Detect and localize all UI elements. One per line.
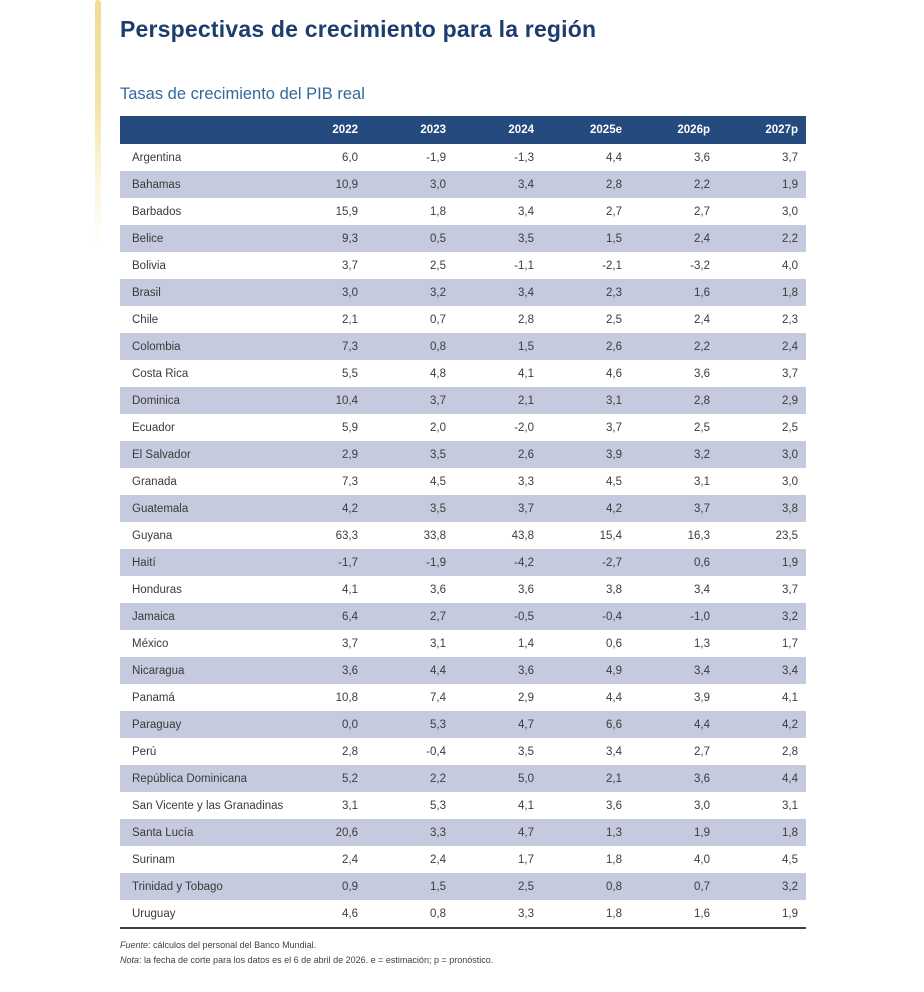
value-cell: 2,2	[782, 232, 798, 245]
table-body	[120, 144, 806, 928]
country-cell: Bahamas	[132, 178, 181, 191]
value-cell: 4,7	[518, 826, 534, 839]
value-cell: 10,8	[335, 691, 358, 704]
value-cell: 0,7	[430, 313, 446, 326]
value-cell: 4,1	[782, 691, 798, 704]
country-cell: Nicaragua	[132, 664, 185, 677]
value-cell: 1,4	[518, 637, 534, 650]
value-cell: 4,1	[518, 799, 534, 812]
gdp-growth-table	[120, 116, 806, 929]
value-cell: 3,7	[430, 394, 446, 407]
value-cell: 3,2	[694, 448, 710, 461]
value-cell: 1,3	[606, 826, 622, 839]
value-cell: 0,8	[430, 340, 446, 353]
value-cell: 1,8	[606, 907, 622, 920]
country-cell: Dominica	[132, 394, 180, 407]
value-cell: 3,0	[430, 178, 446, 191]
value-cell: 3,1	[430, 637, 446, 650]
value-cell: 3,7	[606, 421, 622, 434]
table-row	[120, 441, 806, 468]
table-row	[120, 630, 806, 657]
value-cell: 2,1	[518, 394, 534, 407]
table-row	[120, 738, 806, 765]
value-cell: 3,6	[430, 583, 446, 596]
table-row	[120, 468, 806, 495]
value-cell: 1,5	[518, 340, 534, 353]
value-cell: 3,2	[782, 880, 798, 893]
table-row	[120, 306, 806, 333]
value-cell: 3,0	[782, 475, 798, 488]
value-cell: -0,5	[514, 610, 534, 623]
country-cell: Guatemala	[132, 502, 189, 515]
value-cell: 3,6	[518, 583, 534, 596]
table-row	[120, 711, 806, 738]
value-cell: 5,3	[430, 799, 446, 812]
value-cell: 3,7	[342, 637, 358, 650]
value-cell: 4,5	[606, 475, 622, 488]
value-cell: 20,6	[335, 826, 358, 839]
value-cell: 3,7	[694, 502, 710, 515]
country-cell: Chile	[132, 313, 159, 326]
country-cell: Costa Rica	[132, 367, 189, 380]
value-cell: 1,3	[694, 637, 710, 650]
value-cell: 4,5	[430, 475, 446, 488]
value-cell: 3,4	[518, 286, 534, 299]
table-row	[120, 549, 806, 576]
value-cell: 7,3	[342, 340, 358, 353]
value-cell: 3,2	[430, 286, 446, 299]
country-cell: Panamá	[132, 691, 175, 704]
value-cell: 7,3	[342, 475, 358, 488]
table-header	[120, 116, 806, 144]
value-cell: 3,6	[694, 367, 710, 380]
table-row	[120, 198, 806, 225]
value-cell: 9,3	[342, 232, 358, 245]
value-cell: 3,1	[782, 799, 798, 812]
value-cell: 4,8	[430, 367, 446, 380]
value-cell: 1,8	[606, 853, 622, 866]
value-cell: 4,2	[606, 502, 622, 515]
value-cell: 2,8	[342, 745, 358, 758]
country-cell: Perú	[132, 745, 157, 758]
country-cell: Barbados	[132, 205, 182, 218]
value-cell: 4,0	[694, 853, 710, 866]
value-cell: 4,4	[694, 718, 710, 731]
table-row	[120, 657, 806, 684]
value-cell: 1,7	[782, 637, 798, 650]
value-cell: 2,5	[518, 880, 534, 893]
value-cell: 1,9	[694, 826, 710, 839]
table-row	[120, 765, 806, 792]
value-cell: 5,2	[342, 772, 358, 785]
table-row	[120, 846, 806, 873]
table-row	[120, 279, 806, 306]
value-cell: 3,7	[342, 259, 358, 272]
table-row	[120, 225, 806, 252]
page-title: Perspectivas de crecimiento para la región	[120, 16, 597, 42]
country-cell: Santa Lucía	[132, 826, 194, 839]
country-cell: Ecuador	[132, 421, 175, 434]
table-row	[120, 576, 806, 603]
source-note	[120, 938, 806, 952]
value-cell: -1,0	[690, 610, 710, 623]
value-cell: 1,5	[430, 880, 446, 893]
table-header-row	[120, 116, 806, 144]
value-cell: 4,7	[518, 718, 534, 731]
value-cell: 15,9	[335, 205, 358, 218]
cutoff-note	[120, 953, 806, 967]
value-cell: 2,9	[342, 448, 358, 461]
value-cell: 3,1	[694, 475, 710, 488]
value-cell: 43,8	[511, 529, 534, 542]
left-accent-line	[95, 0, 101, 250]
value-cell: 3,4	[782, 664, 798, 677]
value-cell: 4,1	[518, 367, 534, 380]
value-cell: 2,3	[782, 313, 798, 326]
value-cell: 3,1	[606, 394, 622, 407]
value-cell: 2,7	[694, 205, 710, 218]
value-cell: 3,4	[518, 205, 534, 218]
value-cell: 5,0	[518, 772, 534, 785]
country-cell: República Dominicana	[132, 772, 248, 785]
country-cell: Brasil	[132, 286, 161, 299]
table-row	[120, 522, 806, 549]
value-cell: 2,4	[694, 313, 710, 326]
table-row	[120, 495, 806, 522]
country-cell: México	[132, 637, 169, 650]
value-cell: 2,9	[782, 394, 798, 407]
value-cell: 4,9	[606, 664, 622, 677]
value-cell: 3,0	[694, 799, 710, 812]
value-cell: 3,6	[342, 664, 358, 677]
value-cell: 2,2	[430, 772, 446, 785]
value-cell: 16,3	[687, 529, 710, 542]
value-cell: 2,5	[606, 313, 622, 326]
value-cell: 4,2	[342, 502, 358, 515]
value-cell: -1,3	[514, 151, 534, 164]
value-cell: 63,3	[335, 529, 358, 542]
value-cell: 0,5	[430, 232, 446, 245]
value-cell: 2,6	[606, 340, 622, 353]
value-cell: 2,5	[694, 421, 710, 434]
column-header-country	[120, 116, 278, 144]
value-cell: 10,9	[335, 178, 358, 191]
value-cell: 1,6	[694, 286, 710, 299]
table-row	[120, 387, 806, 414]
table-row	[120, 333, 806, 360]
value-cell: 2,7	[430, 610, 446, 623]
column-header-2023: 2023	[366, 116, 454, 144]
country-cell: Uruguay	[132, 907, 176, 920]
value-cell: 2,1	[342, 313, 358, 326]
value-cell: 4,4	[606, 691, 622, 704]
value-cell: 2,4	[342, 853, 358, 866]
value-cell: 4,5	[782, 853, 798, 866]
country-cell: El Salvador	[132, 448, 191, 461]
column-header-2025e: 2025e	[542, 116, 630, 144]
value-cell: 2,8	[606, 178, 622, 191]
value-cell: -1,7	[338, 556, 358, 569]
value-cell: 4,4	[782, 772, 798, 785]
value-cell: 33,8	[423, 529, 446, 542]
value-cell: -3,2	[690, 259, 710, 272]
table-row	[120, 252, 806, 279]
value-cell: 3,7	[782, 151, 798, 164]
value-cell: 7,4	[430, 691, 446, 704]
value-cell: 1,8	[782, 826, 798, 839]
value-cell: 3,2	[782, 610, 798, 623]
value-cell: 4,4	[606, 151, 622, 164]
value-cell: 3,9	[694, 691, 710, 704]
table-row	[120, 684, 806, 711]
value-cell: 1,5	[606, 232, 622, 245]
table-row	[120, 171, 806, 198]
value-cell: 3,1	[342, 799, 358, 812]
value-cell: 3,5	[430, 448, 446, 461]
column-header-2026p: 2026p	[630, 116, 718, 144]
value-cell: 1,8	[782, 286, 798, 299]
value-cell: 1,9	[782, 556, 798, 569]
table-row	[120, 144, 806, 171]
value-cell: 5,9	[342, 421, 358, 434]
value-cell: 2,4	[694, 232, 710, 245]
country-cell: Jamaica	[132, 610, 175, 623]
value-cell: 3,7	[518, 502, 534, 515]
value-cell: 2,5	[782, 421, 798, 434]
value-cell: 2,3	[606, 286, 622, 299]
country-cell: Argentina	[132, 151, 182, 164]
column-header-2022: 2022	[278, 116, 366, 144]
value-cell: 1,6	[694, 907, 710, 920]
value-cell: 4,6	[342, 907, 358, 920]
value-cell: 3,5	[518, 745, 534, 758]
value-cell: 3,4	[518, 178, 534, 191]
table-caption: Tasas de crecimiento del PIB real	[120, 85, 365, 103]
value-cell: 2,8	[518, 313, 534, 326]
value-cell: 3,3	[518, 907, 534, 920]
value-cell: 2,8	[782, 745, 798, 758]
value-cell: 10,4	[335, 394, 358, 407]
value-cell: 3,0	[782, 205, 798, 218]
table-row	[120, 873, 806, 900]
value-cell: 4,0	[782, 259, 798, 272]
value-cell: 15,4	[599, 529, 622, 542]
value-cell: 3,6	[606, 799, 622, 812]
country-cell: Granada	[132, 475, 177, 488]
value-cell: 3,7	[782, 583, 798, 596]
value-cell: 2,4	[782, 340, 798, 353]
value-cell: -2,1	[602, 259, 622, 272]
value-cell: 3,3	[430, 826, 446, 839]
country-cell: Trinidad y Tobago	[132, 880, 223, 893]
value-cell: -0,4	[426, 745, 446, 758]
value-cell: 2,1	[606, 772, 622, 785]
column-header-2024: 2024	[454, 116, 542, 144]
country-cell: Paraguay	[132, 718, 182, 731]
source-text: : cálculos del personal del Banco Mundial.	[148, 940, 317, 950]
source-label: Fuente	[120, 940, 149, 950]
value-cell: 0,6	[606, 637, 622, 650]
value-cell: 2,8	[694, 394, 710, 407]
value-cell: 1,8	[430, 205, 446, 218]
country-cell: Honduras	[132, 583, 182, 596]
value-cell: 2,6	[518, 448, 534, 461]
value-cell: 3,3	[518, 475, 534, 488]
value-cell: 6,0	[342, 151, 358, 164]
table-row	[120, 900, 806, 928]
table-row	[120, 360, 806, 387]
value-cell: 4,6	[606, 367, 622, 380]
value-cell: 2,2	[694, 178, 710, 191]
value-cell: 4,1	[342, 583, 358, 596]
value-cell: 3,8	[782, 502, 798, 515]
value-cell: -4,2	[514, 556, 534, 569]
value-cell: -0,4	[602, 610, 622, 623]
value-cell: 1,9	[782, 907, 798, 920]
value-cell: 3,7	[782, 367, 798, 380]
value-cell: 0,6	[694, 556, 710, 569]
country-cell: Guyana	[132, 529, 173, 542]
value-cell: -2,7	[602, 556, 622, 569]
value-cell: 3,5	[430, 502, 446, 515]
country-cell: San Vicente y las Granadinas	[132, 799, 284, 812]
value-cell: 3,9	[606, 448, 622, 461]
value-cell: 3,8	[606, 583, 622, 596]
value-cell: 1,7	[518, 853, 534, 866]
value-cell: 3,6	[518, 664, 534, 677]
value-cell: -2,0	[514, 421, 534, 434]
value-cell: 0,8	[606, 880, 622, 893]
value-cell: 2,7	[694, 745, 710, 758]
country-cell: Bolivia	[132, 259, 166, 272]
value-cell: 3,4	[606, 745, 622, 758]
column-header-2027p: 2027p	[718, 116, 806, 144]
table-row	[120, 792, 806, 819]
value-cell: 2,2	[694, 340, 710, 353]
value-cell: 4,2	[782, 718, 798, 731]
country-cell: Colombia	[132, 340, 181, 353]
note-label: Nota	[120, 955, 140, 965]
note-text: : la fecha de corte para los datos es el 6 de abril de 2026. e = estimación; p = pronóstico.	[139, 955, 494, 965]
value-cell: 3,6	[694, 151, 710, 164]
value-cell: 0,9	[342, 880, 358, 893]
value-cell: 0,8	[430, 907, 446, 920]
value-cell: 3,0	[782, 448, 798, 461]
value-cell: 3,0	[342, 286, 358, 299]
value-cell: -1,9	[426, 556, 446, 569]
value-cell: 2,7	[606, 205, 622, 218]
value-cell: 5,3	[430, 718, 446, 731]
value-cell: 2,0	[430, 421, 446, 434]
value-cell: 3,6	[694, 772, 710, 785]
table-row	[120, 414, 806, 441]
page-content	[120, 0, 806, 968]
value-cell: 23,5	[775, 529, 798, 542]
value-cell: 3,4	[694, 583, 710, 596]
table-row	[120, 603, 806, 630]
value-cell: 3,4	[694, 664, 710, 677]
value-cell: 0,0	[342, 718, 358, 731]
country-cell: Haití	[132, 556, 156, 569]
table-footnotes	[120, 938, 806, 967]
country-cell: Belice	[132, 232, 164, 245]
value-cell: 2,5	[430, 259, 446, 272]
value-cell: 6,6	[606, 718, 622, 731]
value-cell: -1,1	[514, 259, 534, 272]
value-cell: 3,5	[518, 232, 534, 245]
table-row	[120, 819, 806, 846]
value-cell: 2,4	[430, 853, 446, 866]
value-cell: 1,9	[782, 178, 798, 191]
value-cell: 5,5	[342, 367, 358, 380]
value-cell: 4,4	[430, 664, 446, 677]
value-cell: 2,9	[518, 691, 534, 704]
value-cell: 6,4	[342, 610, 358, 623]
country-cell: Surinam	[132, 853, 175, 866]
value-cell: -1,9	[426, 151, 446, 164]
value-cell: 0,7	[694, 880, 710, 893]
